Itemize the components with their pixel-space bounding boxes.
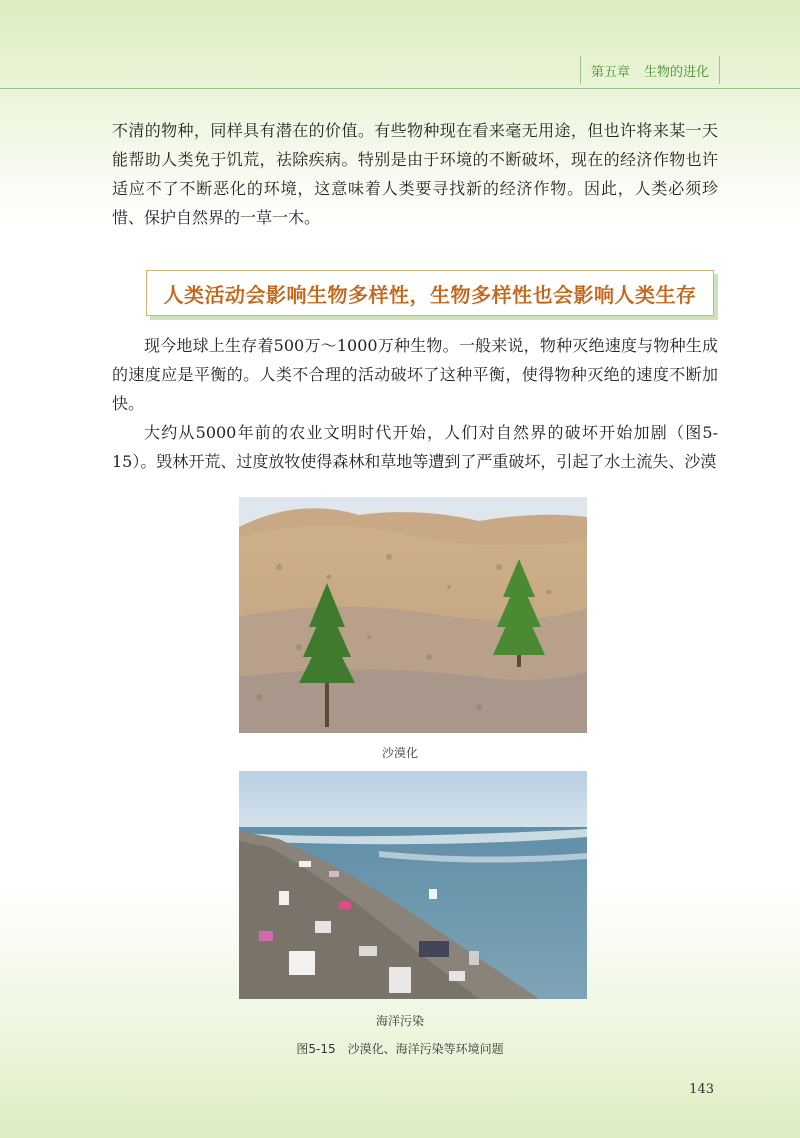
section-heading: 人类活动会影响生物多样性，生物多样性也会影响人类生存 (146, 270, 714, 316)
paragraph-species: 现今地球上生存着500万～1000万种生物。一般来说，物种灭绝速度与物种生成的速度应是平衡的。人类不合理的活动破坏了这种平衡，使得物种灭绝的速度不断加快。 (112, 336, 718, 413)
paragraph-agriculture: 大约从5000年前的农业文明时代开始，人们对自然界的破坏开始加剧（图5-15）。毁林开荒、过度放牧使得森林和草地等遭到了严重破坏，引起了水土流失、沙漠 (112, 423, 718, 471)
ocean-caption: 海洋污染 (375, 1014, 424, 1028)
chapter-header (580, 56, 720, 84)
ocean-pollution-photo (239, 771, 587, 999)
chapter-title: 生物的进化 (643, 64, 709, 80)
desert-illustration (239, 497, 587, 733)
desertification-photo (239, 497, 587, 733)
figure-caption: 图5-15 沙漠化、海洋污染等环境问题 (296, 1042, 504, 1056)
chapter-number: 第五章 (590, 64, 630, 80)
header-rule (0, 88, 800, 89)
page-number: 143 (689, 1082, 714, 1097)
desert-caption: 沙漠化 (381, 746, 418, 760)
paragraph-continued: 不清的物种，同样具有潜在的价值。有些物种现在看来毫无用途，但也许将来某一天能帮助人类免于饥荒，祛除疾病。特别是由于环境的不断破坏，现在的经济作物也许适应不了不断恶化的环境，这意味着人类要寻找新的经济作物。因此，人类必须珍惜、保护自然界的一草一木。 (112, 121, 718, 227)
ocean-illustration (239, 771, 587, 999)
